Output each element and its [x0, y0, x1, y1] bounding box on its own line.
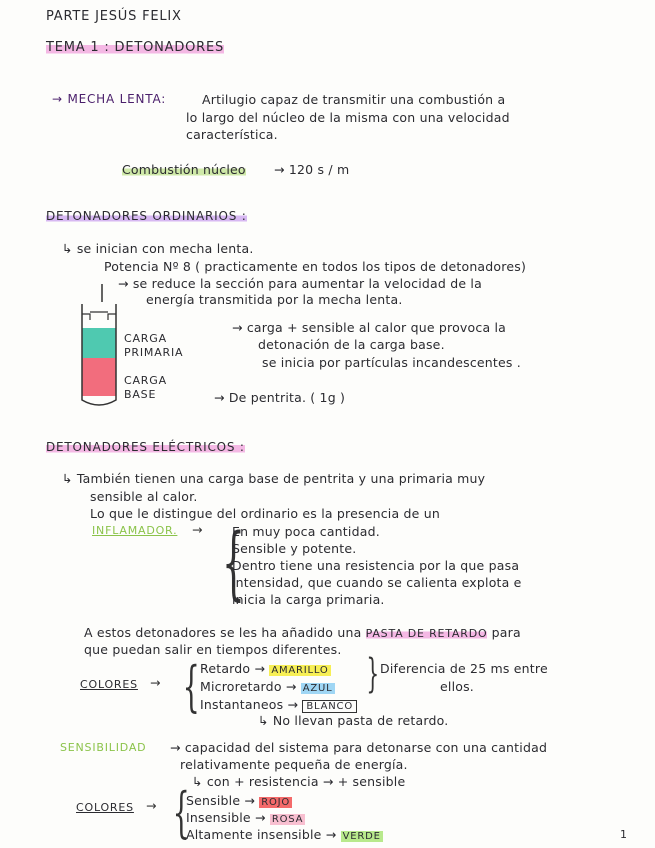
diferencia-brace: {: [366, 653, 380, 699]
diferencia-line-1: Diferencia de 25 ms entre: [380, 661, 548, 676]
sensibilidad-line-1: → capacidad del sistema para detonarse con una cantidad: [170, 740, 548, 755]
combustion-value: → 120 s / m: [274, 162, 350, 177]
ordinarios-line-2: Potencia Nº 8 ( practicamente en todos los tipos de detonadores): [104, 259, 527, 274]
sensibilidad-term: SENSIBILIDAD: [60, 741, 147, 754]
no-pasta-note: ↳ No llevan pasta de retardo.: [258, 713, 449, 728]
ordinarios-title: DETONADORES ORDINARIOS :: [46, 209, 247, 223]
retardo-line-2: que puedan salir en tiempos diferentes.: [84, 642, 342, 657]
color-amarillo: AMARILLO: [271, 665, 329, 676]
electricos-line-2: sensible al calor.: [90, 489, 198, 504]
ordinarios-line-1: ↳ se inician con mecha lenta.: [62, 241, 254, 256]
carga-primaria-desc-2: detonación de la carga base.: [258, 337, 445, 352]
diferencia-line-2: ellos.: [440, 679, 474, 694]
carga-base-desc: → De pentrita. ( 1g ): [214, 390, 346, 405]
mecha-line-2: lo largo del núcleo de la misma con una velocidad: [186, 110, 510, 125]
sensibilidad-line-2: relativamente pequeña de energía.: [180, 757, 408, 772]
page-number: 1: [620, 828, 628, 841]
sensibilidad-line-3: ↳ con + resistencia → + sensible: [192, 774, 406, 789]
colores-brace-2: {: [172, 781, 190, 844]
inflamador-point-5: inicia la carga primaria.: [232, 592, 385, 607]
mecha-line-1: Artilugio capaz de transmitir una combustión a: [202, 92, 506, 107]
inflamador-point-3: Dentro tiene una resistencia por la que pasa: [232, 558, 520, 573]
combustion-label: Combustión núcleo: [122, 162, 246, 177]
inflamador-brace: {: [221, 516, 245, 609]
mecha-line-3: característica.: [186, 127, 278, 142]
author-header: PARTE JESÚS FELIX: [46, 9, 182, 24]
color-azul: AZUL: [302, 683, 333, 694]
colores-arrow-1: →: [150, 675, 161, 690]
color-retardo: Retardo → AMARILLO: [200, 661, 329, 676]
insensible-row: Insensible → ROSA: [186, 810, 304, 825]
colores-arrow-2: →: [146, 798, 157, 813]
sensible-row: Sensible → ROJO: [186, 793, 291, 808]
inflamador-point-2: Sensible y potente.: [232, 541, 357, 556]
ordinarios-line-4: energía transmitida por la mecha lenta.: [146, 292, 403, 307]
carga-primaria-label: CARGA PRIMARIA: [124, 332, 184, 359]
electricos-title: DETONADORES ELÉCTRICOS :: [46, 440, 245, 454]
inflamador-term: INFLAMADOR.: [92, 524, 178, 537]
pasta-retardo: PASTA DE RETARDO: [365, 627, 488, 640]
color-blanco: BLANCO: [302, 700, 357, 713]
carga-base-fill: [82, 358, 116, 396]
colores-label-1: COLORES: [80, 678, 138, 691]
color-microretardo: Microretardo → AZUL: [200, 679, 333, 694]
colores-label-2: COLORES: [76, 801, 134, 814]
carga-primaria-desc-1: → carga + sensible al calor que provoca la: [232, 320, 507, 335]
color-verde: VERDE: [342, 831, 381, 842]
inflamador-point-4: intensidad, que cuando se calienta explota e: [232, 575, 522, 590]
color-instantaneos: Instantaneos → BLANCO: [200, 697, 357, 712]
carga-base-label: CARGA BASE: [124, 374, 167, 401]
color-rosa: ROSA: [271, 814, 304, 825]
carga-primaria-fill: [82, 328, 116, 358]
electricos-line-1: ↳ También tienen una carga base de pentrita y una primaria muy: [62, 471, 486, 486]
inflamador-point-1: En muy poca cantidad.: [232, 524, 380, 539]
mecha-term: → MECHA LENTA:: [52, 92, 167, 106]
carga-primaria-desc-3: se inicia por partículas incandescentes .: [262, 355, 521, 370]
retardo-line-1: A estos detonadores se les ha añadido una PASTA DE RETARDO para: [84, 625, 521, 640]
ordinarios-line-3: → se reduce la sección para aumentar la velocidad de la: [118, 276, 482, 291]
inflamador-arrow: →: [192, 522, 203, 537]
electricos-line-3: Lo que le distingue del ordinario es la presencia de un: [90, 506, 440, 521]
colores-brace-1: {: [182, 655, 200, 718]
tema-title: TEMA 1 : DETONADORES: [46, 40, 225, 55]
altamente-insensible-row: Altamente insensible → VERDE: [186, 827, 381, 842]
color-rojo: ROJO: [261, 797, 291, 808]
